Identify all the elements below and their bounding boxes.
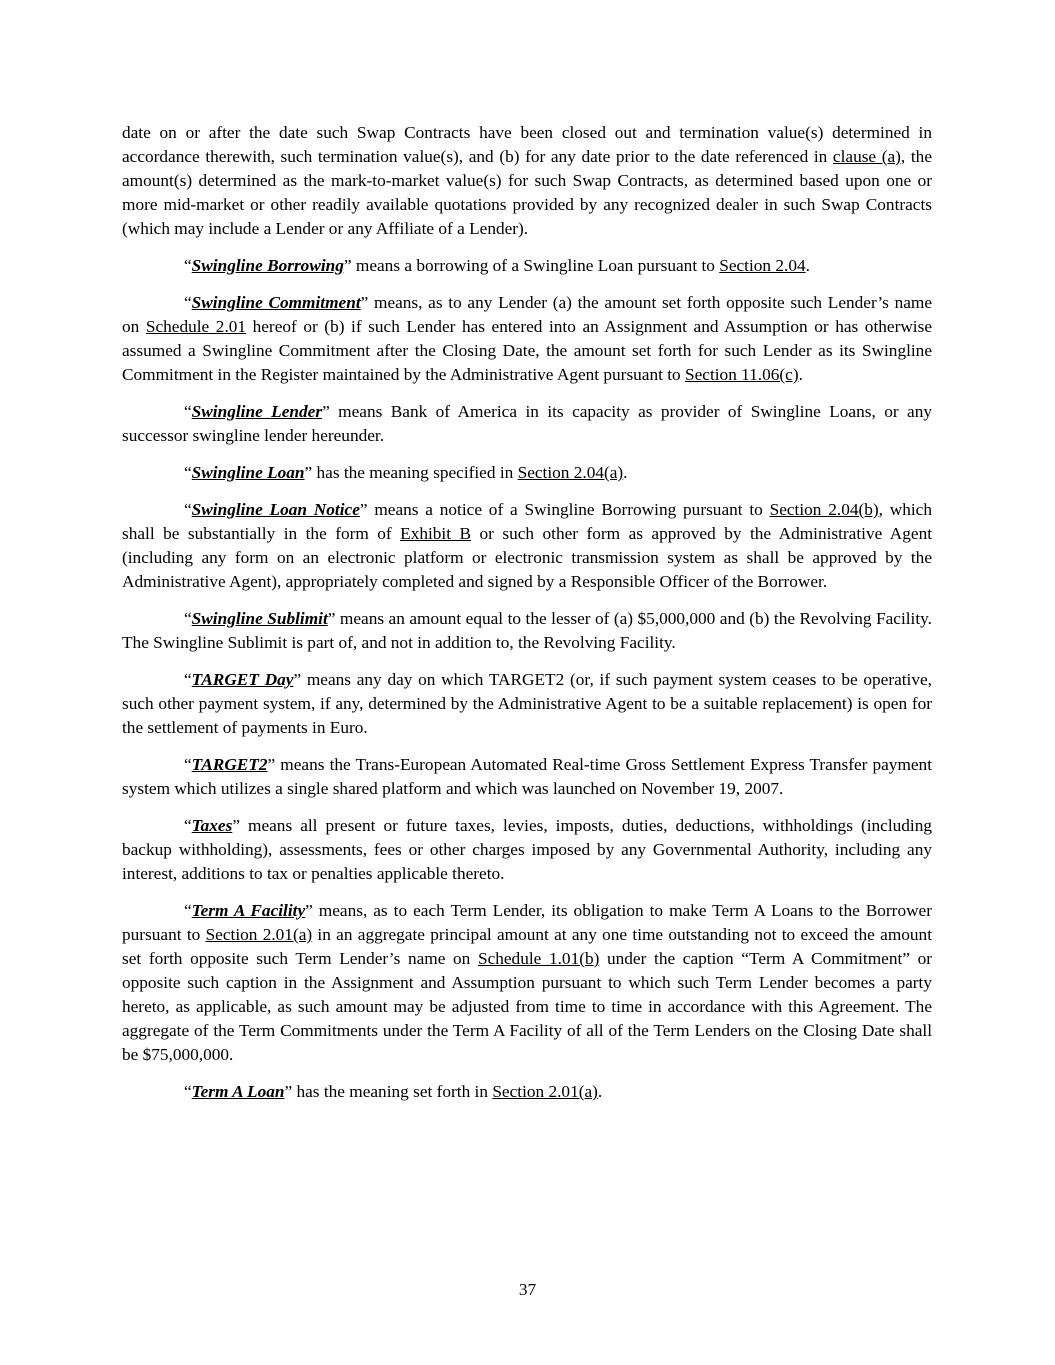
definition-swingline-sublimit xyxy=(122,607,932,655)
document-body xyxy=(122,121,932,1117)
definition-swingline-borrowing xyxy=(122,254,932,278)
text-run: . xyxy=(805,256,810,275)
text-run: . xyxy=(597,1082,603,1101)
definition-target2 xyxy=(122,753,932,801)
cross-reference: Section 2.01(a) xyxy=(205,925,313,944)
defined-term: Taxes xyxy=(191,816,233,835)
defined-term: Term A Loan xyxy=(191,1082,285,1101)
definition-term-a-loan xyxy=(122,1080,932,1104)
text-run: , the amount(s) determined as the mark-to-market value(s) for such Swap Contracts, as determined based upon one or more mid-market or other readily available quotations provided by any recognized dealer in such Swap Contracts (which may include a Lender or any Affiliate of a Lender). xyxy=(122,147,932,238)
text-run: ” means a borrowing of a Swingline Loan pursuant to xyxy=(343,256,720,275)
text-run: “ xyxy=(184,816,192,835)
text-run: “ xyxy=(184,1082,192,1101)
page-number: 37 xyxy=(518,1280,537,1299)
definition-swingline-commitment xyxy=(122,291,932,387)
text-run: ” has the meaning specified in xyxy=(304,463,518,482)
defined-term: Term A Facility xyxy=(191,901,306,920)
text-run: . xyxy=(623,463,628,482)
defined-term: Swingline Loan xyxy=(191,463,305,482)
definition-target-day xyxy=(122,668,932,740)
text-run: in an aggregate principal amount at any one time outstanding not to exceed the amount set forth opposite such Term Lender’s name on xyxy=(122,925,932,968)
definition-swingline-loan-notice xyxy=(122,498,932,594)
text-run: “ xyxy=(184,901,192,920)
text-run: ” means any day on which TARGET2 (or, if such payment system ceases to be operative, such other payment system, if any, determined by the Administrative Agent to be a suitable replacement) is open for the settlement of payments in Euro. xyxy=(122,670,932,737)
text-run: or such other form as approved by the Administrative Agent (including any form on an electronic platform or electronic transmission system as shall be approved by the Administrative Agent), appropriately completed and signed by a Responsible Officer of the Borrower. xyxy=(122,524,933,591)
text-run: “ xyxy=(184,609,192,628)
defined-term: TARGET Day xyxy=(191,670,294,689)
definition-swingline-lender xyxy=(122,400,932,448)
paragraph-swap-termination-continuation xyxy=(122,121,932,241)
cross-reference: Section 2.04(b) xyxy=(769,500,879,519)
text-run: ” means, as to any Lender (a) the amount set forth opposite such Lender’s name on xyxy=(122,293,932,336)
cross-reference: Schedule 2.01 xyxy=(145,317,247,336)
defined-term: Swingline Loan Notice xyxy=(191,500,360,519)
text-run: “ xyxy=(184,670,192,689)
defined-term: Swingline Sublimit xyxy=(191,609,328,628)
text-run: “ xyxy=(184,755,192,774)
text-run: date on or after the date such Swap Contracts have been closed out and termination value(s) determined in accordance therewith, such termination value(s), and (b) for any date prior to the date referenced in xyxy=(122,123,932,166)
definition-swingline-loan xyxy=(122,461,932,485)
text-run: ” means the Trans-European Automated Real-time Gross Settlement Express Transfer payment system which utilizes a single shared platform and which was launched on November 19, 2007. xyxy=(122,755,932,798)
cross-reference: Section 2.04 xyxy=(719,256,806,275)
cross-reference: clause (a) xyxy=(832,147,901,166)
cross-reference: Exhibit B xyxy=(400,524,472,543)
text-run: ” means all present or future taxes, levies, imposts, duties, deductions, withholdings (including backup withholding), assessments, fees or other charges imposed by any Governmental Authority, including any interest, additions to tax or penalties applicable thereto. xyxy=(122,816,932,883)
definition-term-a-facility xyxy=(122,899,932,1067)
defined-term: Swingline Commitment xyxy=(191,293,361,312)
defined-term: Swingline Borrowing xyxy=(191,256,344,275)
defined-term: Swingline Lender xyxy=(191,402,323,421)
text-run: . xyxy=(798,365,803,384)
cross-reference: Section 2.04(a) xyxy=(517,463,624,482)
text-run: “ xyxy=(184,402,192,421)
cross-reference: Section 2.01(a) xyxy=(492,1082,598,1101)
definition-taxes xyxy=(122,814,932,886)
text-run: ” means, as to each Term Lender, its obligation to make Term A Loans to the Borrower pursuant to xyxy=(122,901,932,944)
text-run: hereof or (b) if such Lender has entered into an Assignment and Assumption or has otherwise assumed a Swingline Commitment after the Closing Date, the amount set forth for such Lender as its Swingline Commitment in the Register maintained by the Administrative Agent pursuant to xyxy=(122,317,932,384)
text-run: , which shall be substantially in the form of xyxy=(122,500,932,543)
text-run: ” means a notice of a Swingline Borrowing pursuant to xyxy=(359,500,770,519)
text-run: “ xyxy=(184,463,192,482)
cross-reference: Section 11.06(c) xyxy=(685,365,799,384)
text-run: ” has the meaning set forth in xyxy=(284,1082,493,1101)
text-run: “ xyxy=(184,256,192,275)
text-run: ” means Bank of America in its capacity as provider of Swingline Loans, or any successor swingline lender hereunder. xyxy=(122,402,932,445)
defined-term: TARGET2 xyxy=(191,755,268,774)
text-run: “ xyxy=(184,293,192,312)
text-run: under the caption “Term A Commitment” or opposite such caption in the Assignment and Assumption pursuant to which such Term Lender becomes a party hereto, as applicable, as such amount may be adjusted from time to time in accordance with this Agreement. The aggregate of the Term Commitments under the Term A Facility of all of the Term Lenders on the Closing Date shall be $75,000,000. xyxy=(122,949,932,1064)
text-run: “ xyxy=(184,500,192,519)
cross-reference: Schedule 1.01(b) xyxy=(477,949,600,968)
text-run: ” means an amount equal to the lesser of (a) $5,000,000 and (b) the Revolving Facility. The Swingline Sublimit is part of, and not in addition to, the Revolving Facility. xyxy=(122,609,932,652)
